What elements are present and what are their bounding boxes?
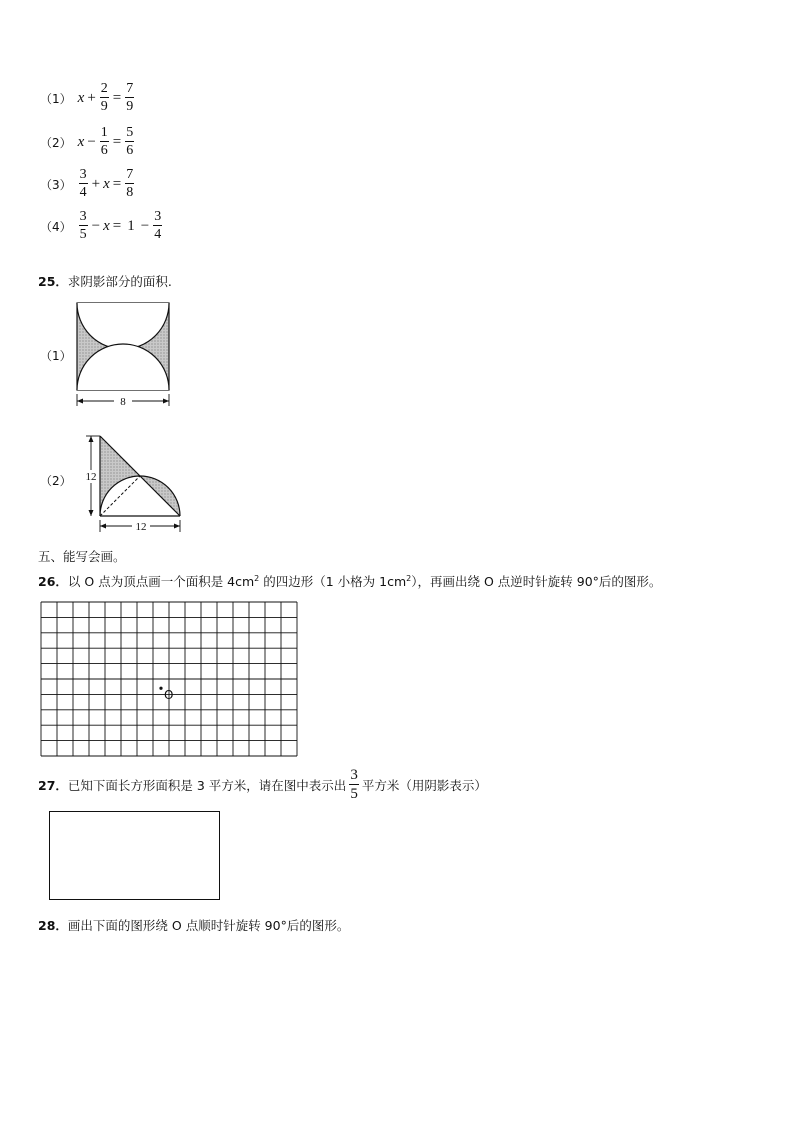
point-o-label: O — [164, 688, 174, 703]
question-28-text: 画出下面的图形绕 O 点顺时针旋转 90°后的图形。 — [67, 918, 350, 933]
question-26-text-a: 以 O 点为顶点画一个面积是 4cm — [67, 574, 255, 589]
equation-number: （3） — [40, 177, 72, 192]
operator: = — [112, 133, 122, 150]
equation-number: （4） — [40, 219, 72, 234]
equation-number: （2） — [40, 135, 72, 150]
equation-3 — [40, 168, 135, 200]
question-28 — [38, 916, 349, 934]
fraction: $\frac{5}{6}$ — [126, 125, 134, 158]
figure-1-label: （1） — [40, 349, 72, 363]
question-27-number: 27． — [38, 778, 68, 793]
number: 1 — [127, 217, 135, 234]
question-27 — [38, 768, 487, 802]
question-27-text-a: 已知下面长方形面积是 3 平方米，请在图中表示出 — [67, 778, 347, 793]
fraction: $\frac{7}{8}$ — [126, 167, 134, 200]
figure-1-dimension: 8 — [120, 396, 126, 408]
operator: = — [112, 175, 122, 192]
operator: + — [87, 89, 96, 106]
equation-2 — [40, 126, 135, 158]
figure-2-dimension-horizontal: 12 — [135, 521, 147, 533]
question-25-number: 25． — [38, 274, 68, 289]
equation-number: （1） — [40, 91, 72, 106]
equation-1 — [40, 82, 135, 114]
question-26-sup-a: 2 — [254, 573, 260, 583]
operator: − — [91, 217, 101, 234]
fraction: $\frac{3}{4}$ — [154, 209, 162, 242]
operator: − — [87, 133, 96, 150]
square-grid — [38, 600, 302, 760]
question-26-text-c: ），再画出绕 O 点逆时针旋转 90°后的图形。 — [411, 574, 662, 589]
figure-2-label: （2） — [40, 474, 72, 488]
operator: = — [112, 89, 122, 106]
variable: x — [77, 133, 85, 150]
question-26-sup-b: 2 — [406, 573, 412, 583]
figure-2-dimension-vertical: 12 — [85, 471, 97, 483]
question-25 — [38, 272, 172, 290]
fraction: $\frac{3}{5}$ — [79, 209, 87, 242]
question-26-number: 26． — [38, 574, 68, 589]
equation-4 — [40, 210, 163, 242]
question-27-fraction: $\frac{3}{5}$ — [350, 767, 358, 802]
operator: + — [91, 175, 101, 192]
question-27-text-b: 平方米（用阴影表示） — [361, 778, 487, 793]
fraction: $\frac{1}{6}$ — [100, 125, 108, 158]
fraction: $\frac{2}{9}$ — [100, 81, 108, 114]
operator: − — [140, 217, 150, 234]
variable: x — [77, 89, 85, 106]
figure-2 — [80, 430, 190, 538]
section-5-heading: 五、能写会画。 — [38, 549, 126, 564]
fraction: $\frac{7}{9}$ — [126, 81, 134, 114]
variable: x — [103, 175, 110, 192]
question-26 — [38, 572, 661, 590]
point-o-dot — [159, 687, 162, 690]
variable: x — [103, 217, 110, 234]
rectangle-3-sq-m — [49, 811, 220, 900]
fraction: $\frac{3}{4}$ — [79, 167, 87, 200]
question-25-text: 求阴影部分的面积. — [67, 274, 172, 289]
question-26-text-b: 的四边形（1 小格为 1cm — [259, 574, 407, 589]
operator: = — [112, 217, 122, 234]
question-28-number: 28． — [38, 918, 68, 933]
figure-1 — [70, 298, 176, 410]
